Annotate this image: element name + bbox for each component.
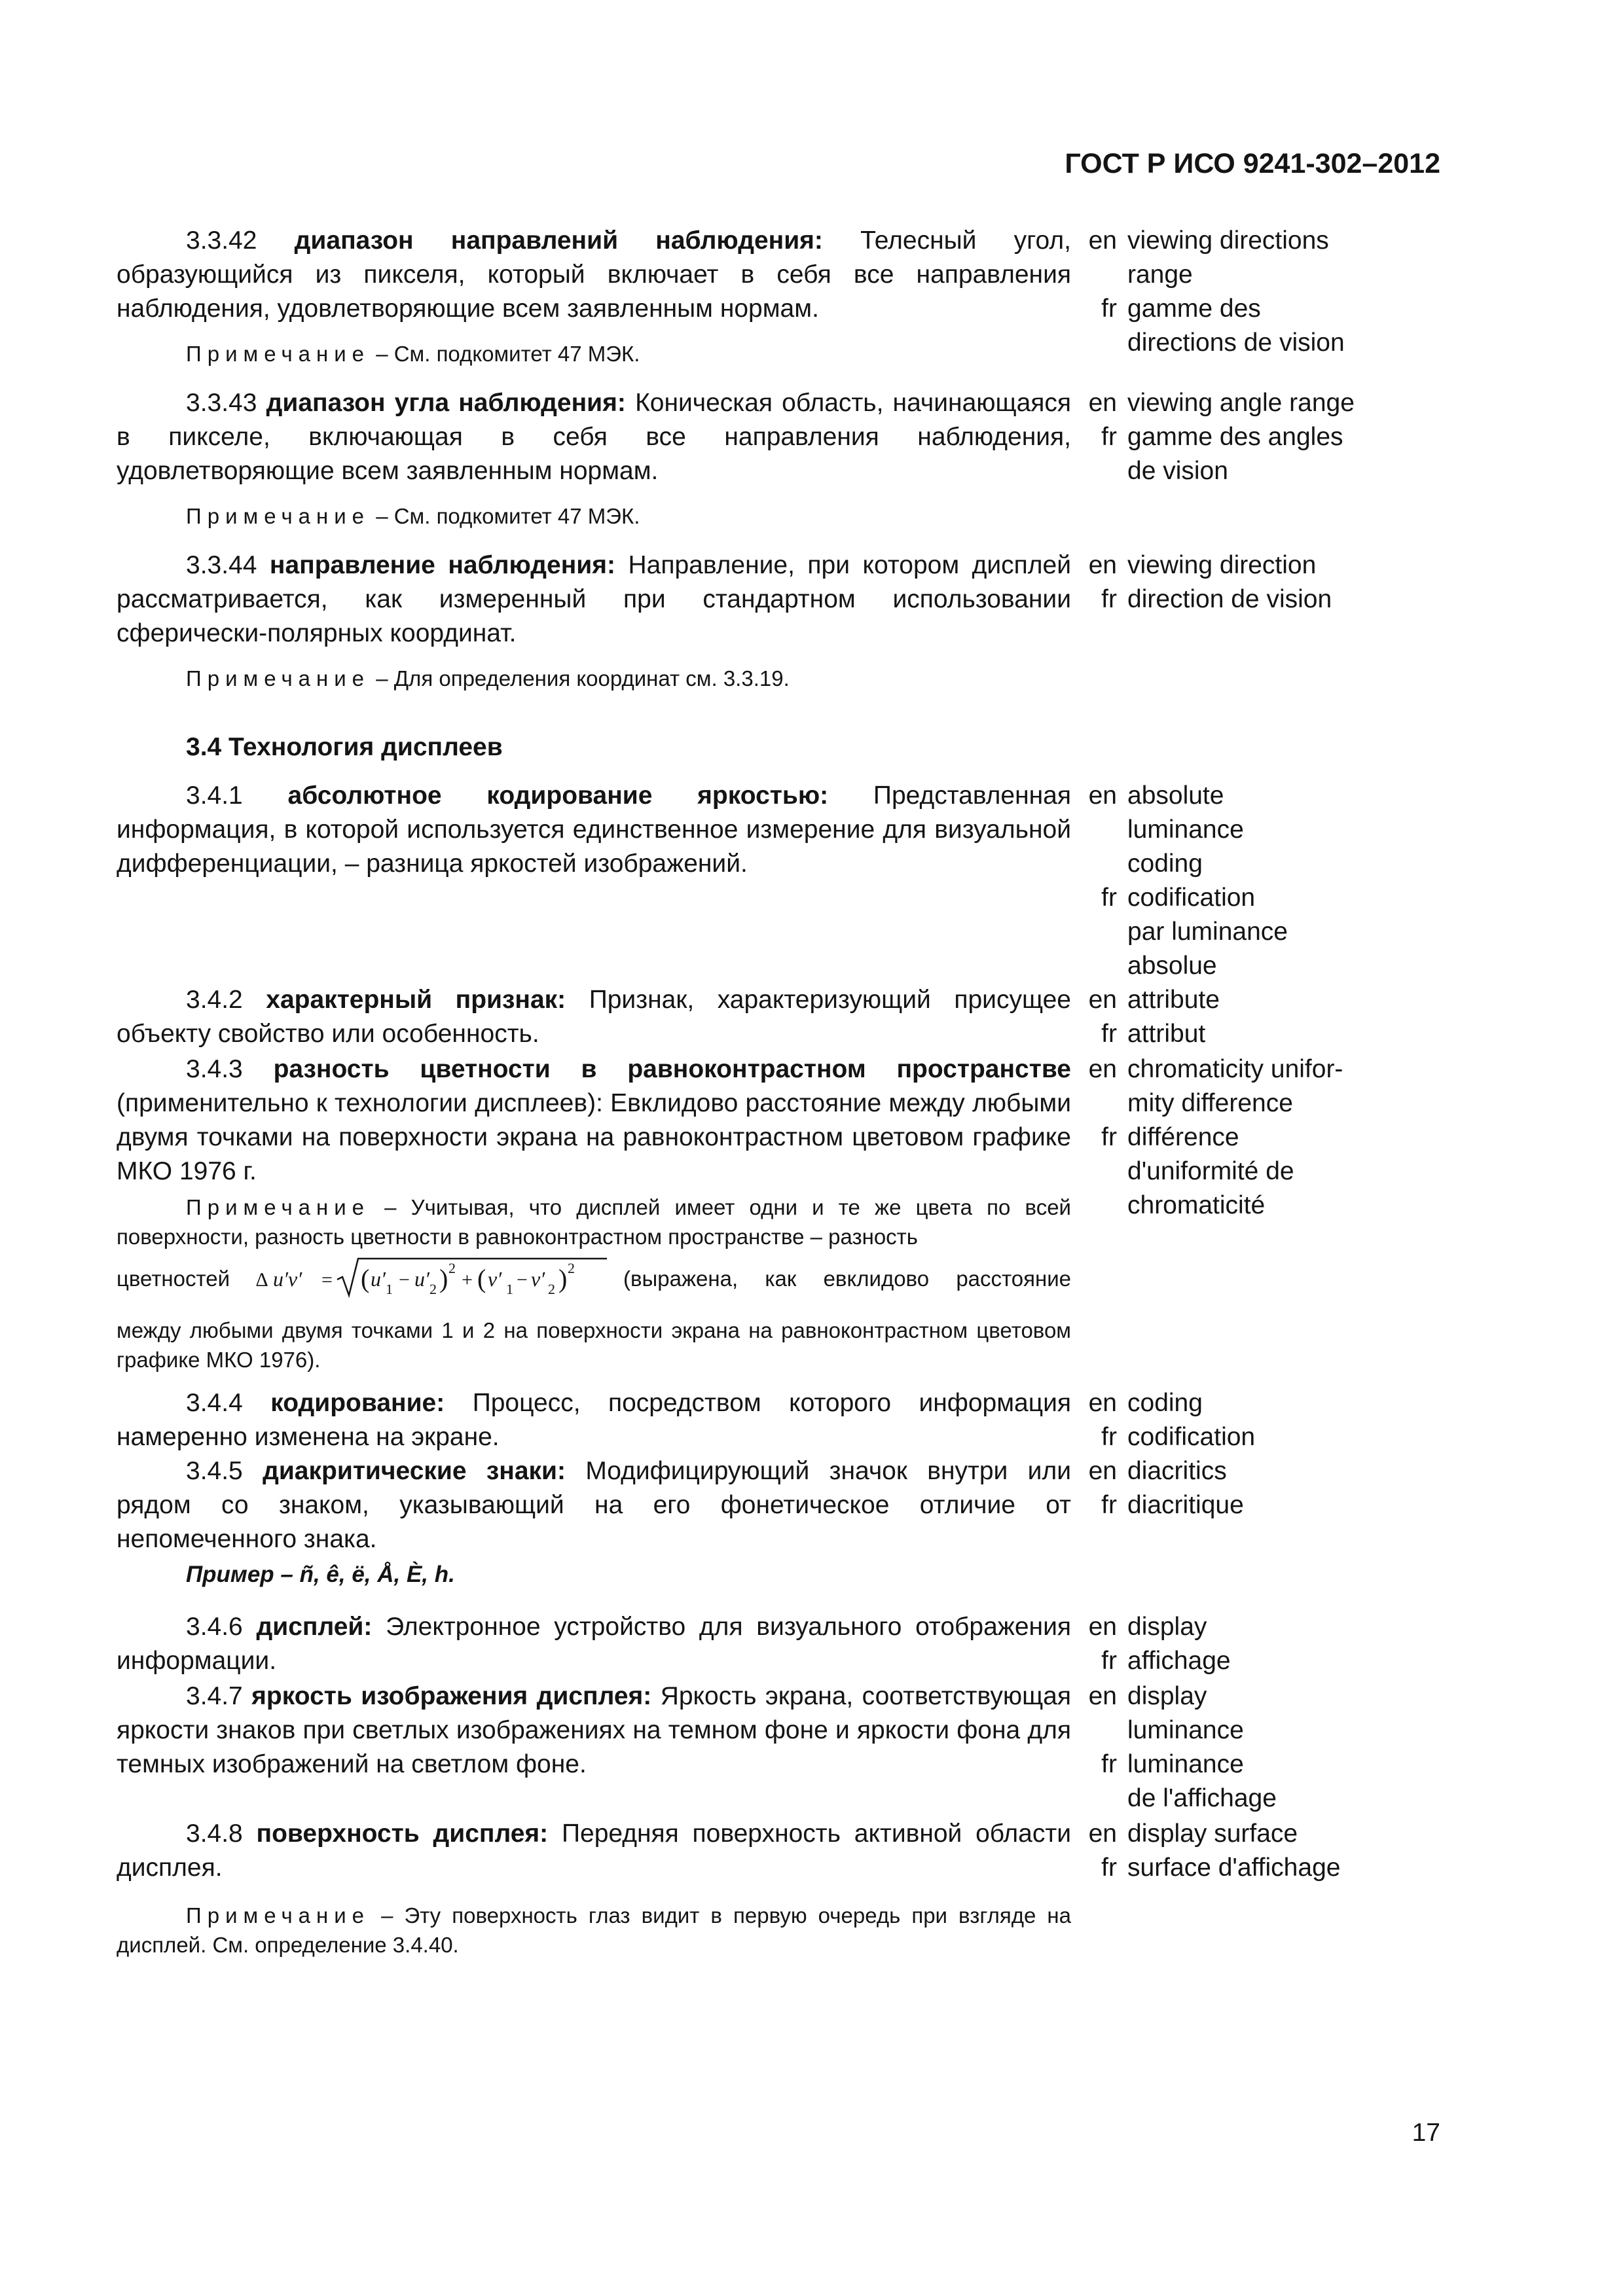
entry-term: диапазон направлений наблюдения: <box>294 226 823 255</box>
entry-number: 3.3.42 <box>186 226 257 255</box>
fr-term: attribut <box>1127 1020 1206 1048</box>
en-term: diacritics <box>1127 1457 1227 1485</box>
formula-tail-text: (выражена, как евклидово расстояние <box>623 1266 1071 1291</box>
en-term: chromaticity unifor- <box>1127 1055 1343 1083</box>
formula-line <box>117 1255 1071 1300</box>
entry-term: диакритические знаки: <box>263 1457 566 1485</box>
entry-definition: Электронное устройство для визуального отображения информации. <box>117 1613 1071 1675</box>
formula-minus: − <box>517 1269 528 1291</box>
formula-lhs: u′v′ <box>273 1267 302 1291</box>
fr-term: directions de vision <box>1127 329 1345 357</box>
en-term: attribute <box>1127 986 1220 1014</box>
section-title: 3.4 Технология дисплеев <box>186 733 503 761</box>
entry-definition: (применительно к технологии дисплеев): Евклидово расстояние между любыми двумя точками на поверхности экрана на равноконтрастном цветовом графике МКО 1976 г. <box>117 1089 1071 1185</box>
en-term: absolute <box>1127 781 1224 810</box>
entry-number: 3.3.43 <box>186 389 257 417</box>
entry-3-4-4 <box>117 1386 1071 1454</box>
lang-fr: fr <box>1101 884 1117 912</box>
entry-number: 3.4.6 <box>186 1613 243 1641</box>
note-text: – См. подкомитет 47 МЭК. <box>376 342 640 366</box>
entry-number: 3.4.5 <box>186 1457 243 1485</box>
entry-3-4-2 <box>117 983 1071 1051</box>
fr-term: surface d'affichage <box>1127 1854 1341 1882</box>
entry-definition: Признак, характеризующий присущее объекту свойство или особенность. <box>117 986 1071 1048</box>
entry-definition: Процесс, посредством которого информация намеренно изменена на экране. <box>117 1389 1071 1451</box>
fr-term: chromaticité <box>1127 1191 1266 1219</box>
note-3-4-3 <box>117 1193 1071 1251</box>
entry-number: 3.4.2 <box>186 986 243 1014</box>
entry-3-4-8 <box>117 1817 1071 1885</box>
lang-fr: fr <box>1101 423 1117 451</box>
note-text: – См. подкомитет 47 МЭК. <box>376 504 640 528</box>
fr-term: absolue <box>1127 952 1217 980</box>
note-3-3-42 <box>117 339 1071 368</box>
note-label: Примечание <box>186 342 371 366</box>
note-3-4-8 <box>117 1901 1071 1960</box>
entry-3-3-43 <box>117 386 1071 488</box>
lang-en: en <box>1088 1682 1117 1710</box>
formula-sub2: 2 <box>548 1281 555 1297</box>
fr-term: de l'affichage <box>1127 1784 1277 1812</box>
formula-delta: ∆ <box>256 1269 268 1291</box>
formula-lead-text: цветностей <box>117 1266 230 1291</box>
entry-term: поверхность дисплея: <box>256 1820 549 1848</box>
entry-number: 3.4.8 <box>186 1820 243 1848</box>
entry-definition: Модифицирующий значок внутри или рядом со знаком, указывающий на его фонетическое отличие от непомеченного знака. <box>117 1457 1071 1553</box>
lang-en: en <box>1088 1820 1117 1848</box>
lang-en: en <box>1088 1457 1117 1485</box>
note-3-3-44 <box>117 664 1071 693</box>
lang-en: en <box>1088 226 1117 255</box>
lang-fr: fr <box>1101 1423 1117 1451</box>
entry-number: 3.4.7 <box>186 1682 243 1710</box>
lang-en: en <box>1088 389 1117 417</box>
entry-3-4-5 <box>117 1454 1071 1556</box>
en-term: viewing direction <box>1127 551 1317 579</box>
formula-u1: u′ <box>371 1267 386 1291</box>
note-label: Примечание <box>186 1903 371 1928</box>
note-text: – Учитывая, что дисплей имеет одни и те же цвета по всей поверхности, разность цветности в равноконтрастном пространстве – разность <box>117 1195 1071 1249</box>
entry-number: 3.4.3 <box>186 1055 243 1083</box>
entry-3-3-44 <box>117 548 1071 651</box>
lang-fr: fr <box>1101 1491 1117 1519</box>
standard-header: ГОСТ Р ИСО 9241-302–2012 <box>1065 148 1440 179</box>
lang-en: en <box>1088 1389 1117 1417</box>
fr-term: différence <box>1127 1123 1239 1151</box>
entry-definition: Коническая область, начинающаяся в пикселе, включающая в себя все направления наблюдения, удовлетворяющие всем заявленным нормам. <box>117 389 1072 485</box>
lang-fr: fr <box>1101 1854 1117 1882</box>
fr-term: de vision <box>1127 457 1228 485</box>
note-label: Примечание <box>186 1195 371 1219</box>
lang-fr: fr <box>1101 1750 1117 1778</box>
fr-term: gamme des angles <box>1127 423 1343 451</box>
lang-fr: fr <box>1101 295 1117 323</box>
entry-3-3-42 <box>117 224 1071 326</box>
en-term: coding <box>1127 850 1203 878</box>
fr-term: codification <box>1127 1423 1256 1451</box>
en-term: luminance <box>1127 816 1244 844</box>
formula-sub1: 1 <box>386 1281 393 1297</box>
entry-3-4-7 <box>117 1679 1071 1782</box>
lang-en: en <box>1088 781 1117 810</box>
fr-term: direction de vision <box>1127 585 1332 613</box>
entry-definition: Представленная информация, в которой используется единственное измерение для визуальной дифференциации, – разница яркостей изображений. <box>117 781 1071 878</box>
fr-term: gamme des <box>1127 295 1261 323</box>
entry-term: дисплей: <box>256 1613 373 1641</box>
formula-paren: ( <box>361 1264 370 1293</box>
fr-term: d'uniformité de <box>1127 1157 1294 1185</box>
entry-definition: Направление, при котором дисплей рассматривается, как измеренный при стандартном использовании сферически-полярных координат. <box>117 551 1072 647</box>
entry-definition: Яркость экрана, соответствующая яркости знаков при светлых изображениях на темном фоне и яркости фона для темных изображений на светлом фоне. <box>117 1682 1071 1778</box>
entry-3-4-6 <box>117 1610 1071 1678</box>
entry-3-4-3 <box>117 1052 1071 1189</box>
page-number: 17 <box>1412 2119 1440 2147</box>
formula-u2: u′ <box>414 1267 429 1291</box>
lang-fr: fr <box>1101 1020 1117 1048</box>
note-3-4-3-end: между любыми двумя точками 1 и 2 на поверхности экрана на равноконтрастном цветовом графике МКО 1976). <box>117 1318 1071 1372</box>
entry-term: разность цветности в равноконтрастном пространстве <box>273 1055 1071 1083</box>
entry-number: 3.4.4 <box>186 1389 243 1417</box>
formula-square: 2 <box>448 1260 456 1276</box>
entry-term: кодирование: <box>270 1389 445 1417</box>
en-term: display <box>1127 1682 1207 1710</box>
en-term: display surface <box>1127 1820 1298 1848</box>
formula-paren: ( <box>477 1264 486 1293</box>
en-term: coding <box>1127 1389 1203 1417</box>
lang-fr: fr <box>1101 1123 1117 1151</box>
formula-square: 2 <box>568 1260 575 1276</box>
entry-definition: Передняя поверхность активной области дисплея. <box>117 1820 1071 1882</box>
note-text: – Для определения координат см. 3.3.19. <box>376 666 790 691</box>
entry-number: 3.4.1 <box>186 781 243 810</box>
en-term: luminance <box>1127 1716 1244 1744</box>
formula-v1: v′ <box>488 1267 502 1291</box>
en-term: viewing angle range <box>1127 389 1355 417</box>
lang-fr: fr <box>1101 1647 1117 1675</box>
lang-en: en <box>1088 1055 1117 1083</box>
entry-term: направление наблюдения: <box>269 551 615 579</box>
formula-paren: ) <box>439 1264 448 1293</box>
lang-en: en <box>1088 986 1117 1014</box>
formula-v2: v′ <box>531 1267 545 1291</box>
lang-en: en <box>1088 551 1117 579</box>
note-label: Примечание <box>186 504 371 528</box>
entry-term: абсолютное кодирование яркостью: <box>287 781 829 810</box>
formula-plus: + <box>462 1269 473 1291</box>
formula-minus: − <box>399 1269 410 1291</box>
entry-term: яркость изображения дисплея: <box>251 1682 652 1710</box>
fr-term: codification <box>1127 884 1256 912</box>
fr-term: par luminance <box>1127 918 1288 946</box>
en-term: viewing directions <box>1127 226 1329 255</box>
fr-term: affichage <box>1127 1647 1231 1675</box>
en-term: display <box>1127 1613 1207 1641</box>
en-term: range <box>1127 260 1193 289</box>
formula-paren: ) <box>558 1264 568 1293</box>
fr-term: luminance <box>1127 1750 1244 1778</box>
lang-fr: fr <box>1101 585 1117 613</box>
formula-equals: = <box>321 1269 333 1291</box>
en-term: mity difference <box>1127 1089 1293 1117</box>
note-3-3-43 <box>117 501 1071 531</box>
fr-term: diacritique <box>1127 1491 1244 1519</box>
formula-sub2: 2 <box>429 1281 437 1297</box>
chromaticity-difference-formula <box>256 1255 610 1300</box>
entry-definition: Телесный угол, образующийся из пикселя, который включает в себя все направления наблюдения, удовлетворяющие всем заявленным нормам. <box>117 226 1071 323</box>
note-label: Примечание <box>186 666 371 691</box>
formula-sub1: 1 <box>506 1281 513 1297</box>
entry-term: диапазон угла наблюдения: <box>266 389 626 417</box>
example: Пример – ñ, ê, ë, Å, È, h. <box>186 1562 455 1587</box>
entry-number: 3.3.44 <box>186 551 257 579</box>
lang-en: en <box>1088 1613 1117 1641</box>
note-text: – Эту поверхность глаз видит в первую очередь при взгляде на дисплей. См. определение 3.4.40. <box>117 1903 1071 1957</box>
entry-term: характерный признак: <box>266 986 566 1014</box>
entry-3-4-1 <box>117 779 1071 881</box>
